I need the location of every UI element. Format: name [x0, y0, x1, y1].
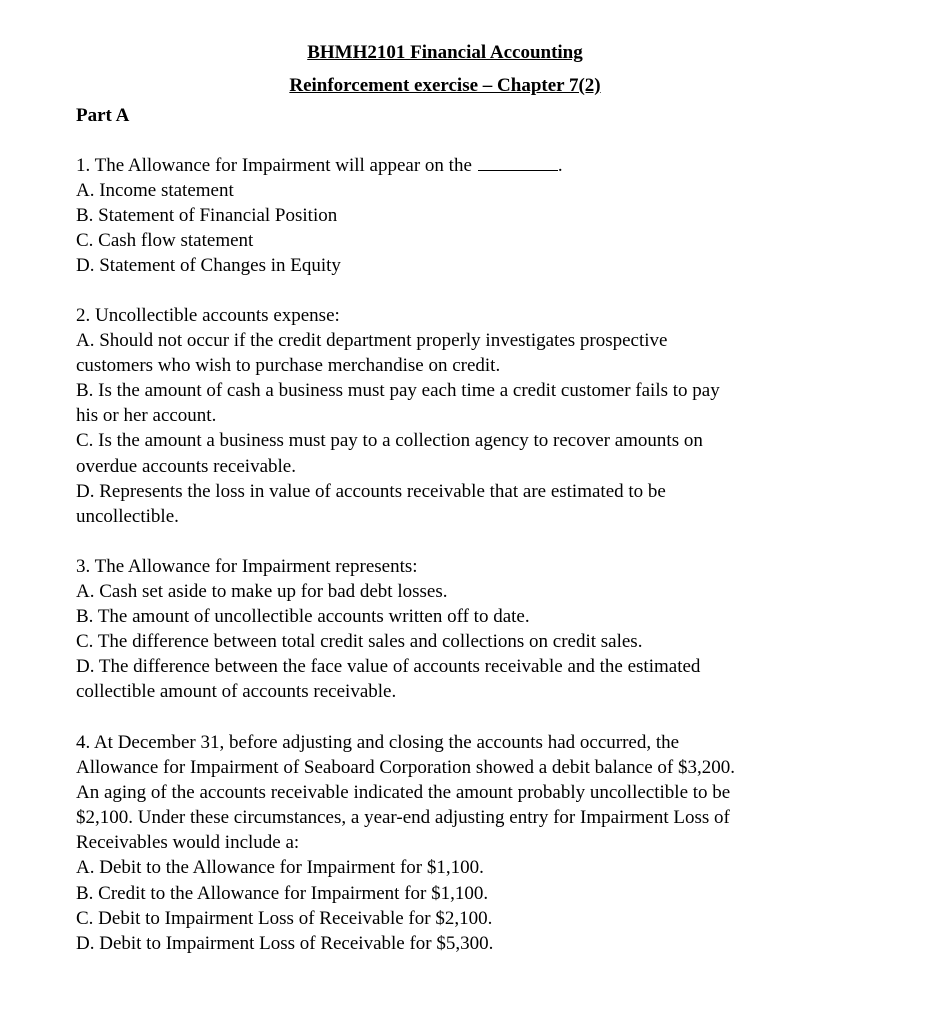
answer-option-line: D. The difference between the face value of accounts receivable and the estimated	[76, 656, 701, 678]
question-stem-line	[76, 805, 876, 830]
answer-option-line: customers who wish to purchase merchandise on credit.	[76, 355, 501, 377]
answer-option-line: C. Debit to Impairment Loss of Receivable for $2,100.	[76, 907, 493, 929]
answer-option	[76, 479, 876, 529]
document-title: BHMH2101 Financial Accounting	[307, 42, 583, 63]
answer-blank	[478, 154, 558, 171]
answer-option	[76, 629, 876, 654]
answer-option-line: A. Cash set aside to make up for bad debt losses.	[76, 581, 448, 603]
answer-option-line: B. Credit to the Allowance for Impairment for $1,100.	[76, 882, 489, 904]
question-stem-line	[76, 153, 876, 178]
answer-option	[76, 906, 876, 931]
question-stem-line	[76, 755, 876, 780]
question-4	[76, 730, 876, 956]
question-stem-text: 3. The Allowance for Impairment represents:	[76, 556, 418, 577]
answer-option	[76, 178, 876, 203]
question-stem-line	[76, 730, 876, 755]
answer-option-line: B. The amount of uncollectible accounts written off to date.	[76, 606, 530, 628]
answer-option-line: collectible amount of accounts receivable.	[76, 681, 397, 703]
answer-option-line: B. Statement of Financial Position	[76, 205, 338, 227]
blank-suffix: .	[557, 155, 563, 176]
answer-option	[76, 428, 876, 478]
answer-option	[76, 253, 876, 278]
answer-option-line: uncollectible.	[76, 505, 179, 527]
answer-option	[76, 654, 876, 704]
answer-option-line: D. Statement of Changes in Equity	[76, 255, 341, 277]
answer-option-line: A. Should not occur if the credit department properly investigates prospective	[76, 330, 668, 352]
question-stem-line	[76, 303, 876, 328]
question-stem-text: 1. The Allowance for Impairment will appear on the	[76, 155, 472, 176]
document-subtitle: Reinforcement exercise – Chapter 7(2)	[289, 75, 601, 96]
answer-option	[76, 604, 876, 629]
answer-option-line: overdue accounts receivable.	[76, 455, 296, 477]
question-3	[76, 554, 876, 705]
answer-option	[76, 203, 876, 228]
question-stem-text: 2. Uncollectible accounts expense:	[76, 305, 340, 326]
answer-option	[76, 328, 876, 378]
question-stem-text: An aging of the accounts receivable indicated the amount probably uncollectible to be	[76, 782, 731, 804]
question-stem-line	[76, 830, 876, 855]
question-stem-line	[76, 780, 876, 805]
question-2	[76, 303, 876, 529]
answer-option-line: D. Debit to Impairment Loss of Receivable for $5,300.	[76, 932, 494, 954]
question-stem-line	[76, 554, 876, 579]
question-1	[76, 153, 876, 278]
answer-option-line: C. The difference between total credit sales and collections on credit sales.	[76, 631, 643, 653]
answer-option-line: C. Cash flow statement	[76, 230, 254, 252]
question-stem-text: 4. At December 31, before adjusting and closing the accounts had occurred, the	[76, 732, 680, 753]
answer-option-line: A. Income statement	[76, 180, 234, 202]
question-stem-text: $2,100. Under these circumstances, a year-end adjusting entry for Impairment Loss of	[76, 807, 730, 829]
answer-option	[76, 579, 876, 604]
answer-option-line: D. Represents the loss in value of accounts receivable that are estimated to be	[76, 480, 666, 502]
answer-option-line: A. Debit to the Allowance for Impairment for $1,100.	[76, 857, 484, 879]
answer-option	[76, 931, 876, 956]
answer-option	[76, 855, 876, 880]
question-stem-text: Receivables would include a:	[76, 832, 300, 854]
answer-option-line: his or her account.	[76, 405, 217, 427]
part-heading: Part A	[76, 105, 130, 126]
answer-option-line: B. Is the amount of cash a business must pay each time a credit customer fails to pay	[76, 380, 720, 402]
answer-option-line: C. Is the amount a business must pay to a collection agency to recover amounts on	[76, 430, 703, 452]
answer-option	[76, 378, 876, 428]
answer-option	[76, 228, 876, 253]
question-stem-text: Allowance for Impairment of Seaboard Corporation showed a debit balance of $3,200.	[76, 757, 735, 779]
answer-option	[76, 881, 876, 906]
